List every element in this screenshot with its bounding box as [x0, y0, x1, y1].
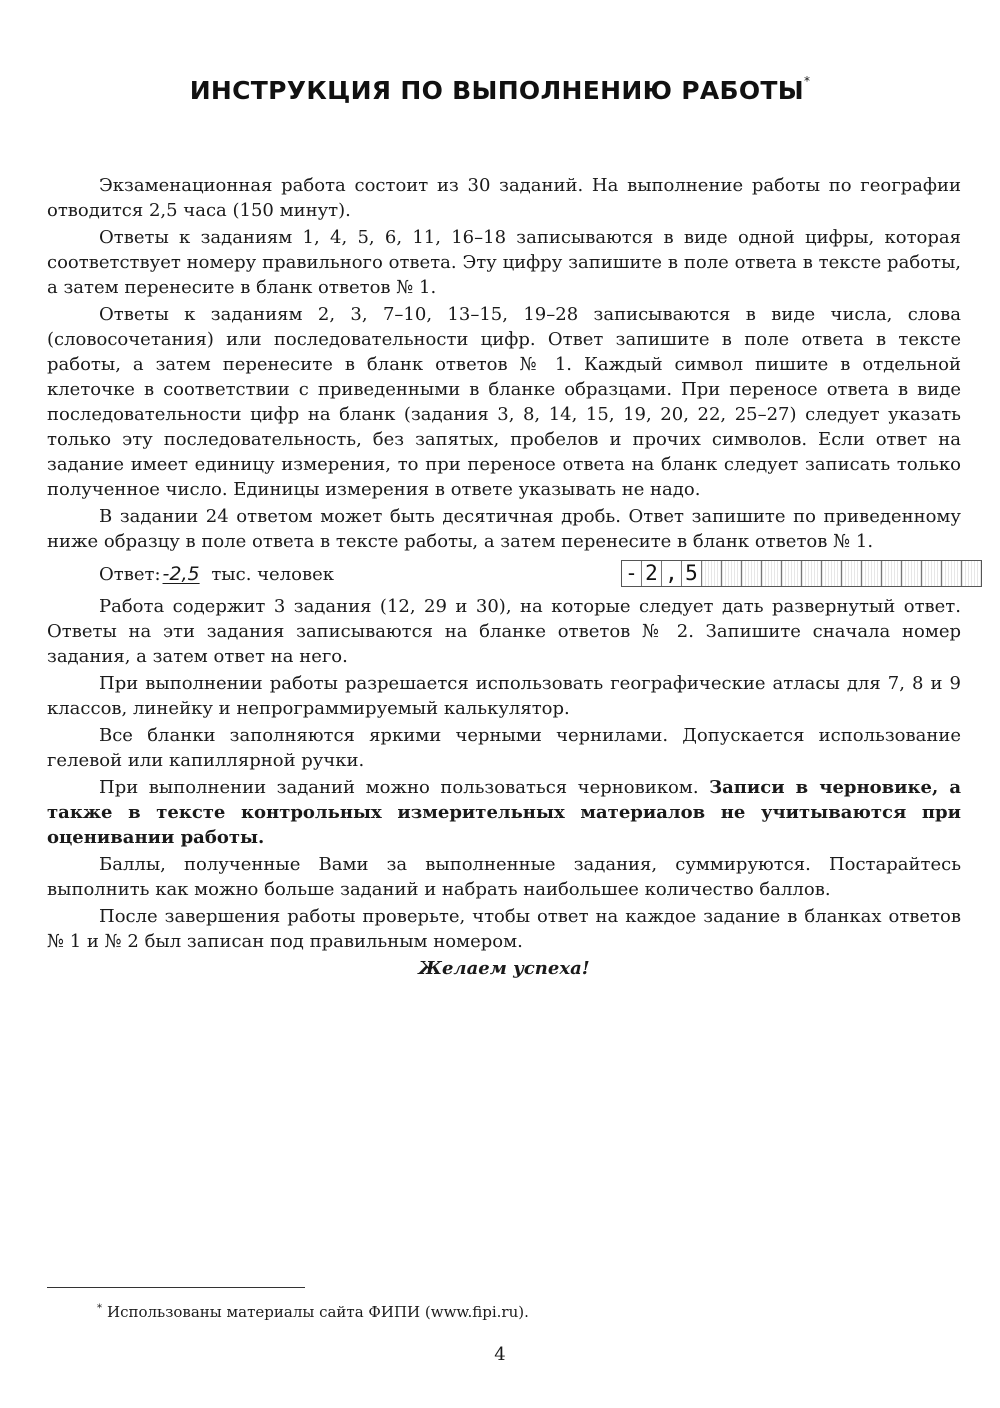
instructions-body: [47, 173, 961, 983]
footnote-text: Использованы материалы сайта ФИПИ (www.fipi.ru).: [107, 1303, 529, 1321]
answer-cell: [902, 561, 922, 586]
answer-example: [47, 560, 961, 590]
answer-cell: 2: [642, 561, 662, 586]
answer-cell: [942, 561, 962, 586]
answer-cell: [802, 561, 822, 586]
answer-cell: [882, 561, 902, 586]
answer-cell: [962, 561, 981, 586]
answer-cell: [742, 561, 762, 586]
answer-cell: [862, 561, 882, 586]
paragraph-ink-rules: Все бланки заполняются яркими черными чернилами. Допускается использование гелевой или капиллярной ручки.: [47, 725, 961, 771]
paragraph-exam-structure: Экзаменационная работа состоит из 30 заданий. На выполнение работы по географии отводится 2,5 часа (150 минут).: [47, 175, 961, 221]
answer-label: Ответ:: [99, 564, 161, 585]
paragraph-sequence-answers: Ответы к заданиям 2, 3, 7–10, 13–15, 19–28 записываются в виде числа, слова (словосочетания) или последовательности цифр. Ответ запишите в поле ответа в тексте работы, а затем перенесите в бланк ответов № 1. Каждый символ пишите в отдельной клеточке в соответствии с приведенными в бланке образцами. При переносе ответа в виде последовательности цифр на бланк (задания 3, 8, 14, 15, 19, 20, 22, 25–27) следует указать только эту последовательность, без запятых, пробелов и прочих символов. Если ответ на задание имеет единицу измерения, то при переносе ответа на бланк следует записать только полученное число. Единицы измерения в ответе указывать не надо.: [47, 304, 961, 500]
answer-cell: [762, 561, 782, 586]
answer-cell: -: [622, 561, 642, 586]
page-title-text: ИНСТРУКЦИЯ ПО ВЫПОЛНЕНИЮ РАБОТЫ: [189, 76, 804, 105]
draft-rules-plain: При выполнении заданий можно пользоваться черновиком.: [99, 777, 699, 798]
answer-cell: [842, 561, 862, 586]
answer-cell: 5: [682, 561, 702, 586]
answer-unit: тыс. человек: [211, 564, 335, 585]
answer-example-text: [99, 562, 334, 587]
answer-cell: ,: [662, 561, 682, 586]
good-luck-wish: Желаем успеха!: [418, 958, 590, 979]
page-title: [0, 76, 1000, 105]
footnote-divider: [47, 1287, 305, 1288]
paragraph-draft-rules: [47, 775, 961, 850]
paragraph-scoring: Баллы, полученные Вами за выполненные задания, суммируются. Постарайтесь выполнить как можно больше заданий и набрать наибольшее количество баллов.: [47, 854, 961, 900]
paragraph-decimal-answer: В задании 24 ответом может быть десятичная дробь. Ответ запишите по приведенному ниже образцу в поле ответа в тексте работы, а затем перенесите в бланк ответов № 1.: [47, 506, 961, 552]
page-number: 4: [494, 1344, 506, 1365]
paragraph-extended-answers: Работа содержит 3 задания (12, 29 и 30), на которые следует дать развернутый ответ. Ответы на эти задания записываются на бланке ответов № 2. Запишите сначала номер задания, а затем ответ на него.: [47, 596, 961, 667]
answer-cell: [702, 561, 722, 586]
answer-cell: [722, 561, 742, 586]
handwritten-answer: -2,5: [162, 563, 200, 585]
paragraph-final-check: После завершения работы проверьте, чтобы ответ на каждое задание в бланках ответов № 1 и № 2 был записан под правильным номером.: [47, 906, 961, 952]
answer-cell: [822, 561, 842, 586]
answer-cells-grid: [621, 560, 982, 587]
paragraph-single-digit-answers: Ответы к заданиям 1, 4, 5, 6, 11, 16–18 записываются в виде одной цифры, которая соответствует номеру правильного ответа. Эту цифру запишите в поле ответа в тексте работы, а затем перенесите в бланк ответов № 1.: [47, 227, 961, 298]
answer-cell: [782, 561, 802, 586]
draft-rules-bold: Записи в черновике, а также в тексте контрольных измерительных материалов не учитываются при оценивании работы.: [47, 777, 961, 848]
paragraph-allowed-materials: При выполнении работы разрешается использовать географические атласы для 7, 8 и 9 классов, линейку и непрограммируемый калькулятор.: [47, 673, 961, 719]
footnote: [97, 1303, 529, 1321]
footnote-mark: *: [97, 1303, 102, 1314]
title-footnote-mark: *: [803, 74, 811, 88]
answer-cell: [922, 561, 942, 586]
